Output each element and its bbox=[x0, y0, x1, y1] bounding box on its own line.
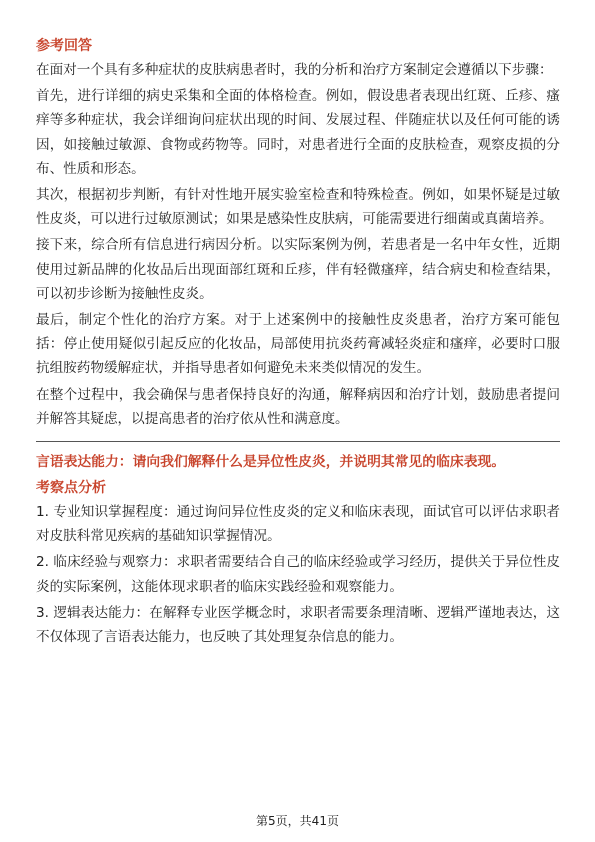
page-content bbox=[36, 34, 560, 651]
analysis-point-2: 2. 临床经验与观察力：求职者需要结合自己的临床经验或学习经历，提供关于异位性皮炎的实际案例，这能体现求职者的临床实践经验和观察能力。 bbox=[36, 554, 560, 595]
answer-paragraph-last: 最后，制定个性化的治疗方案。对于上述案例中的接触性皮炎患者，治疗方案可能包括：停止使用疑似引起反应的化妆品，局部使用抗炎药膏减轻炎症和瘙痒，必要时口服抗组胺药物缓解症状，并指导患者如何避免未来类似情况的发生。 bbox=[36, 312, 560, 377]
answer-paragraph-second: 其次，根据初步判断，有针对性地开展实验室检查和特殊检查。例如，如果怀疑是过敏性皮炎，可以进行过敏原测试；如果是感染性皮肤病，可能需要进行细菌或真菌培养。 bbox=[36, 187, 560, 228]
analysis-point-3: 3. 逻辑表达能力：在解释专业医学概念时，求职者需要条理清晰、逻辑严谨地表达，这不仅体现了言语表达能力，也反映了其处理复杂信息的能力。 bbox=[36, 604, 560, 646]
answer-paragraph-intro: 在面对一个具有多种症状的皮肤病患者时，我的分析和治疗方案制定会遵循以下步骤： bbox=[36, 62, 553, 78]
section-divider bbox=[36, 441, 560, 442]
answer-paragraph-first: 首先，进行详细的病史采集和全面的体格检查。例如，假设患者表现出红斑、丘疹、瘙痒等多种症状，我会详细询问症状出现的时间、发展过程、伴随症状以及任何可能的诱因，如接触过敏源、食物或药物等。同时，对患者进行全面的皮肤检查，观察皮损的分布、性质和形态。 bbox=[36, 88, 560, 177]
page-number: 第5页，共41页 bbox=[256, 814, 339, 828]
answer-paragraph-closing: 在整个过程中，我会确保与患者保持良好的沟通，解释病因和治疗计划，鼓励患者提问并解答其疑虑，以提高患者的治疗依从性和满意度。 bbox=[36, 386, 560, 427]
answer-paragraph-next: 接下来，综合所有信息进行病因分析。以实际案例为例，若患者是一名中年女性，近期使用过新品牌的化妆品后出现面部红斑和丘疹，伴有轻微瘙痒，结合病史和检查结果，可以初步诊断为接触性皮炎。 bbox=[36, 237, 560, 302]
analysis-point-1: 1. 专业知识掌握程度：通过询问异位性皮炎的定义和临床表现，面试官可以评估求职者对皮肤科常见疾病的基础知识掌握情况。 bbox=[36, 504, 560, 545]
reference-answer-heading: 参考回答 bbox=[36, 38, 92, 54]
interview-question: 言语表达能力：请向我们解释什么是异位性皮炎，并说明其常见的临床表现。 bbox=[36, 454, 506, 471]
analysis-heading: 考察点分析 bbox=[36, 480, 106, 497]
